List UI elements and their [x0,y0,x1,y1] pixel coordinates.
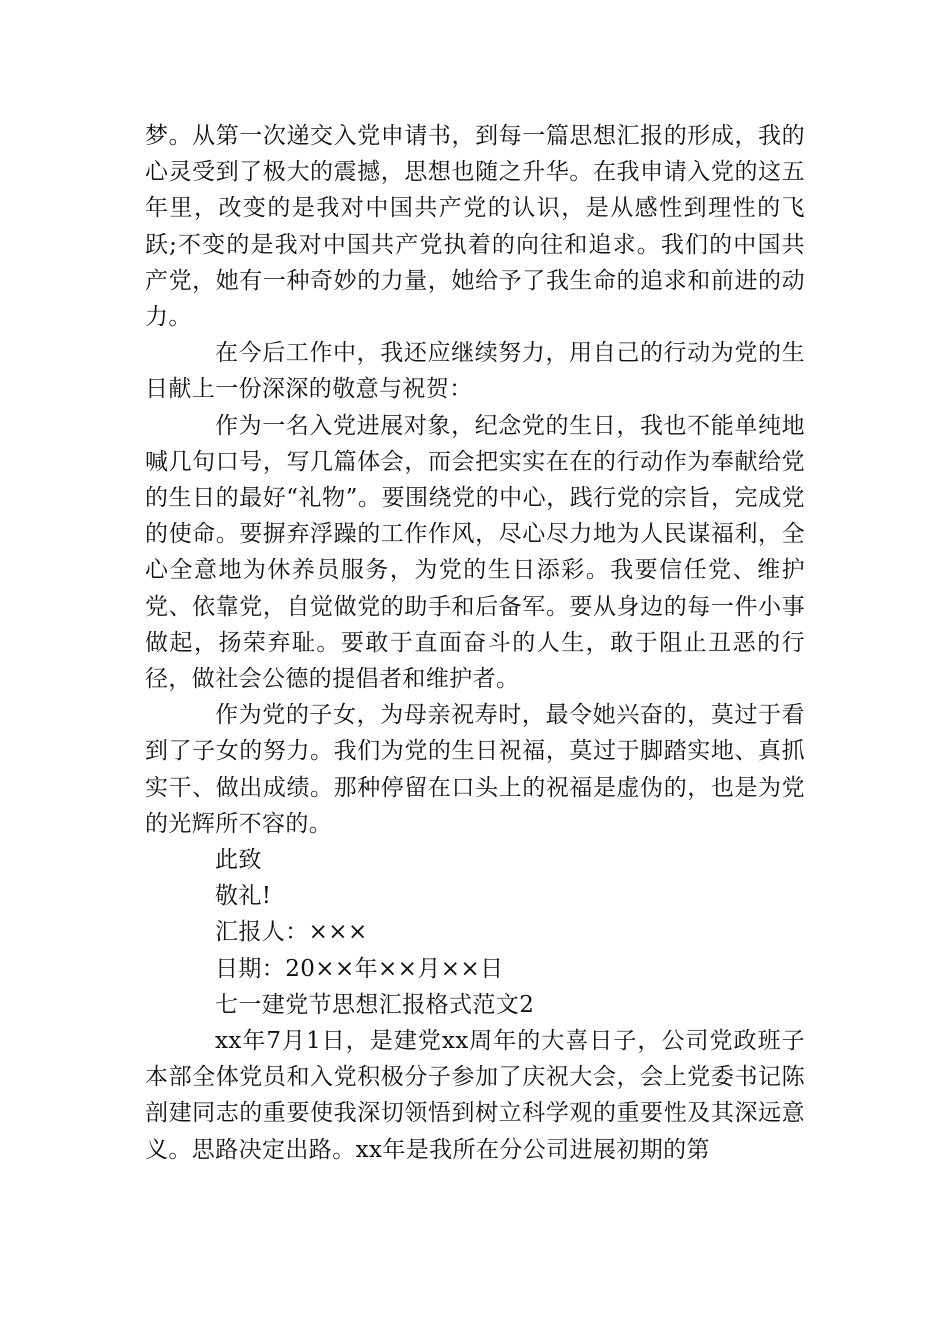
paragraph-children-of-party: 作为党的子女，为母亲祝寿时，最令她兴奋的，莫过于看到了子女的努力。我们为党的生日祝福，莫过于脚踏实地、真抓实干、做出成绩。那种停留在口头上的祝福是虚伪的，也是为党的光辉所不容的。 [145,702,805,837]
date-line: 日期：20××年××月××日 [215,955,504,982]
paragraph-future-work: 在今后工作中，我还应继续努力，用自己的行动为党的生日献上一份深深的敬意与祝贺： [145,340,805,403]
paragraph-action-pledge: 作为一名入党进展对象，纪念党的生日，我也不能单纯地喊几句口号，写几篇体会，而会把实实在在的行动作为奉献给党的生日的最好“礼物”。要围绕党的中心，践行党的宗旨，完成党的使命。要摒弃浮躁的工作作风，尽心尽力地为人民谋福利，全心全意地为休养员服务，为党的生日添彩。我要信任党、维护党、依靠党，自觉做党的助手和后备军。要从身边的每一件小事做起，扬荣弃耻。要敢于直面奋斗的人生，敢于阻止丑恶的行径，做社会公德的提倡者和维护者。 [145,412,805,693]
section-title: 七一建党节思想汇报格式范文2 [215,991,535,1018]
document-body [145,118,805,1168]
closing-regards: 敬礼! [215,883,272,910]
paragraph-second-report: xx年7月1日，是建党xx周年的大喜日子，公司党政班子本部全体党员和入党积极分子参加了庆祝大会，会上党委书记陈剖建同志的重要使我深切领悟到树立科学观的重要性及其深远意义。思路决定出路。xx年是我所在分公司进展初期的第 [145,1028,805,1163]
reporter-line: 汇报人：××× [215,919,368,946]
paragraph-continuation: 梦。从第一次递交入党申请书，到每一篇思想汇报的形成，我的心灵受到了极大的震撼，思想也随之升华。在我申请入党的这五年里，改变的是我对中国共产党的认识，是从感性到理性的飞跃;不变的是我对中国共产党执着的向往和追求。我们的中国共产党，她有一种奇妙的力量，她给予了我生命的追求和前进的动力。 [145,123,805,331]
closing-salutation: 此致 [215,847,262,874]
